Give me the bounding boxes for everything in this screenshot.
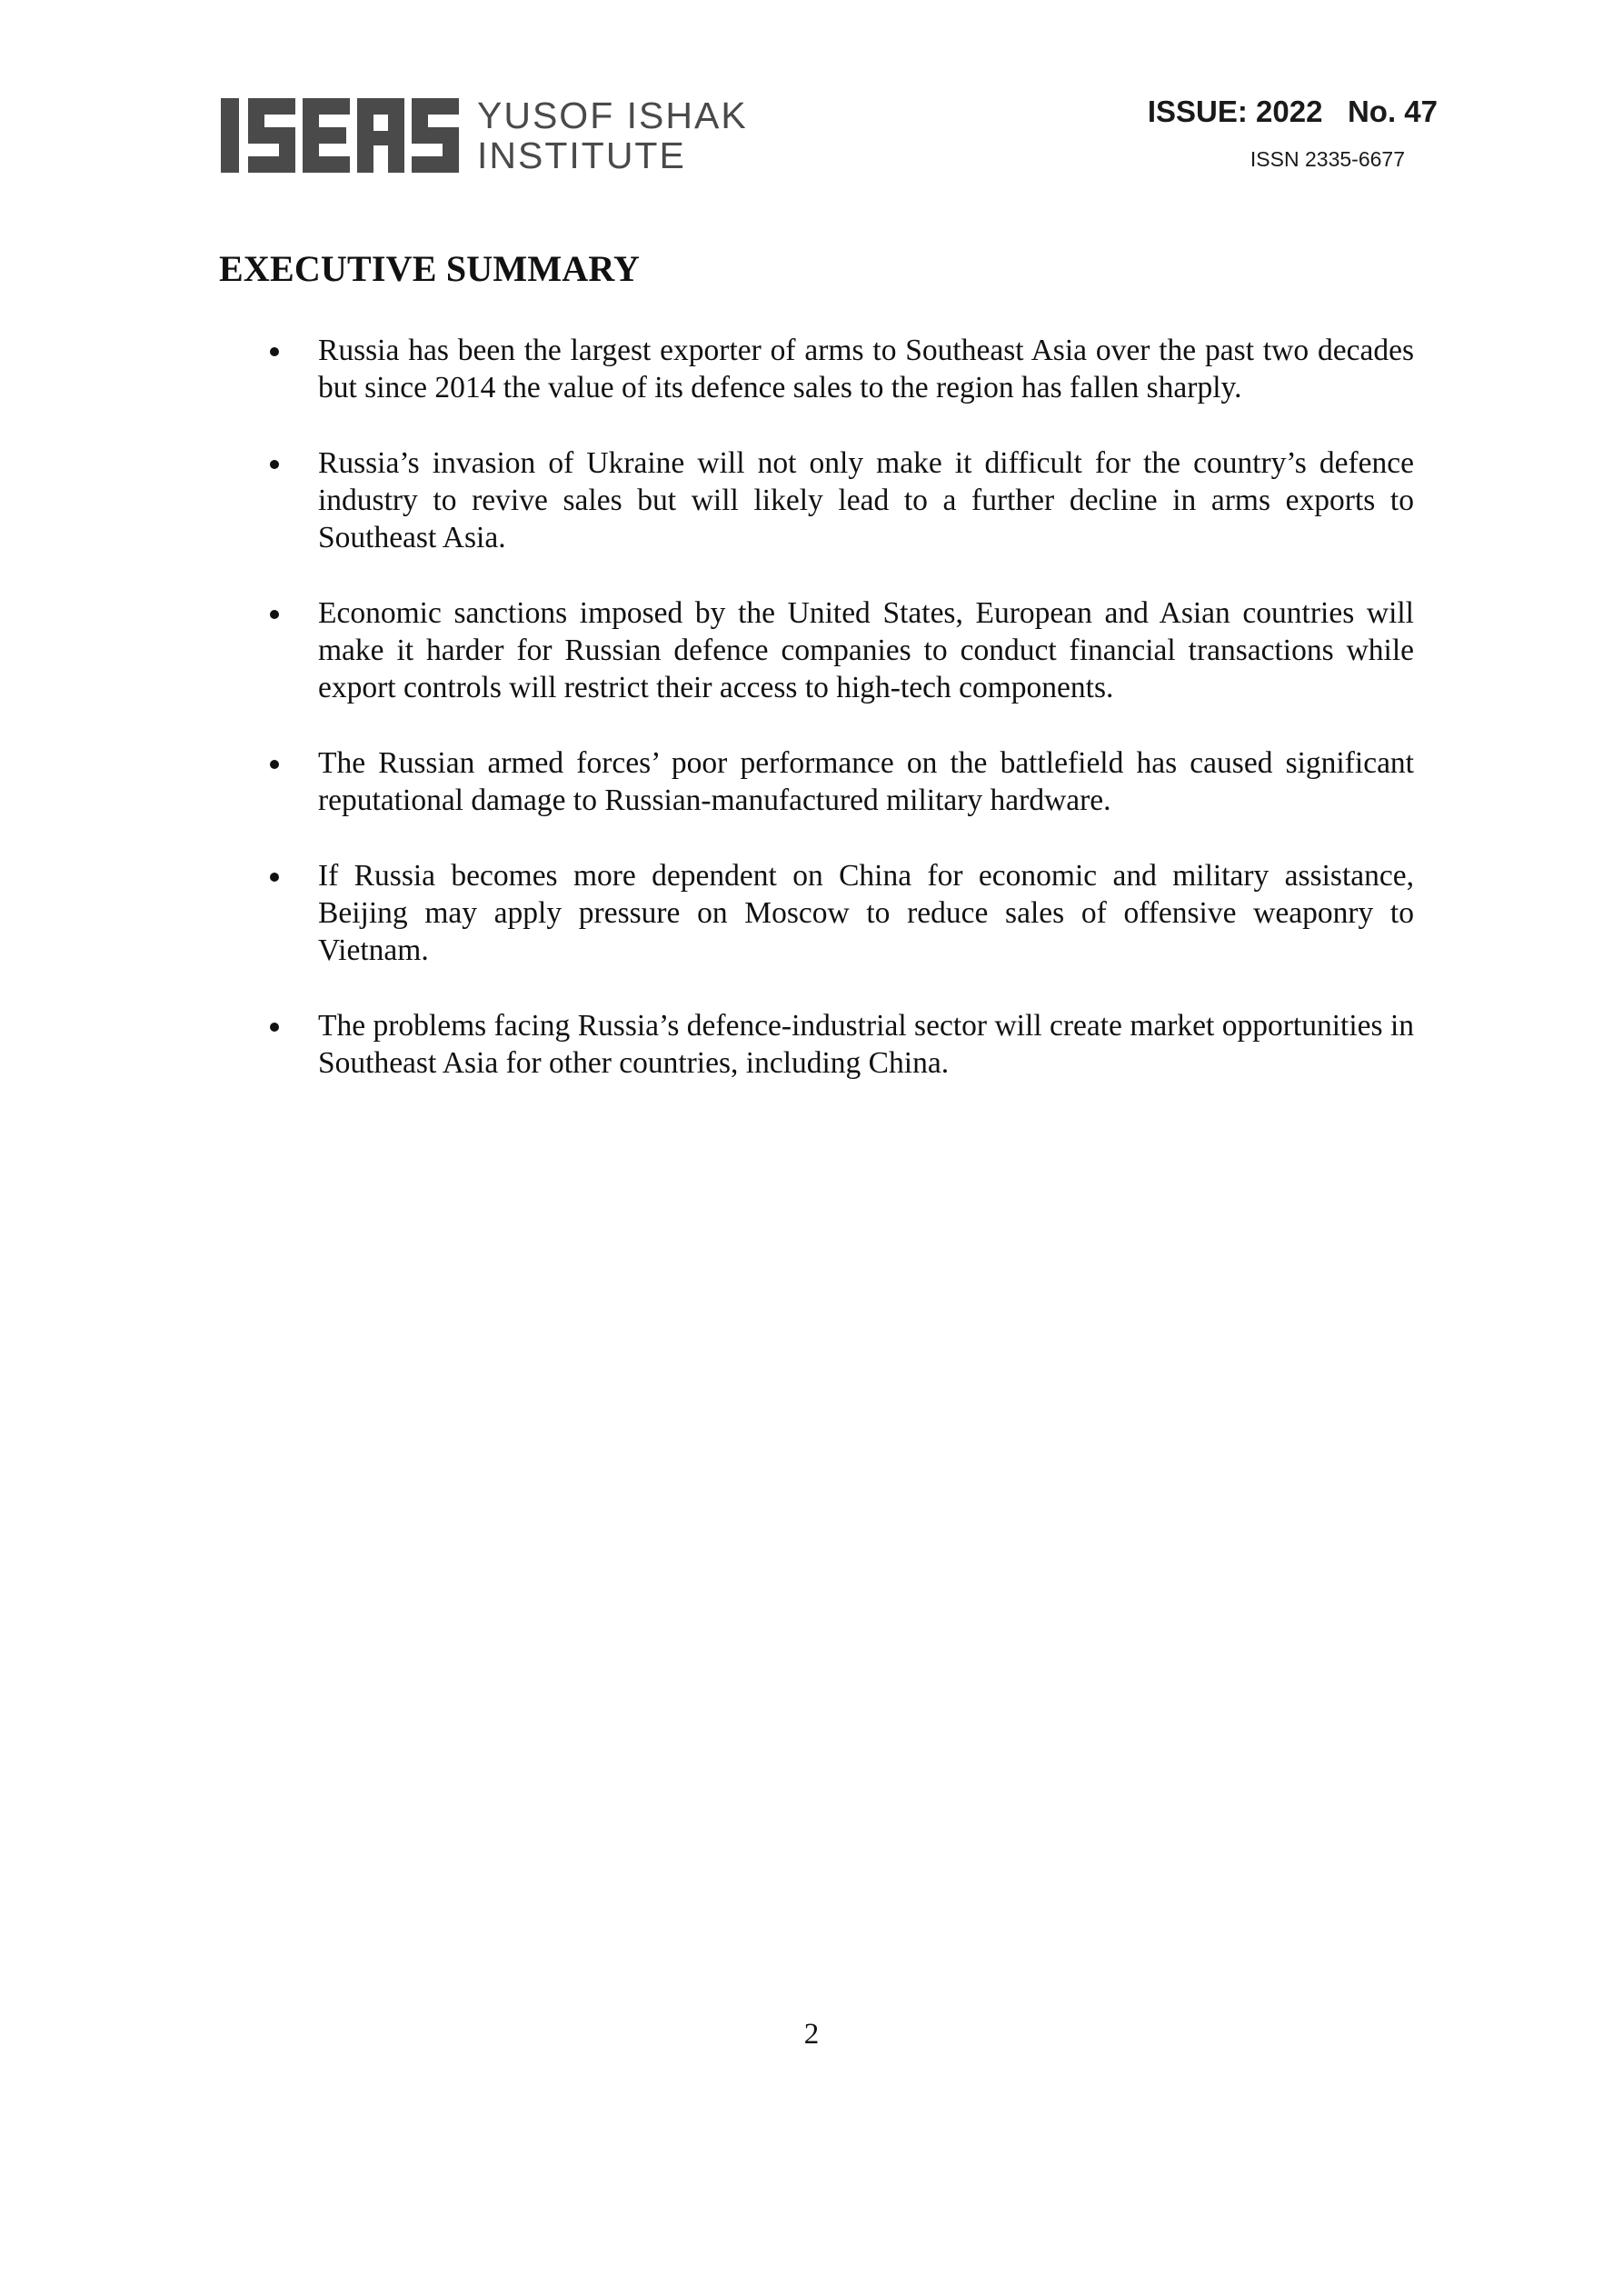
bullet-icon bbox=[270, 610, 279, 619]
iseas-logo bbox=[221, 95, 748, 176]
institute-name-line1: YUSOF ISHAK bbox=[477, 95, 748, 136]
issn-number: ISSN 2335-6677 bbox=[1250, 147, 1405, 171]
summary-item bbox=[267, 594, 1414, 706]
summary-item bbox=[267, 1007, 1414, 1082]
institute-name bbox=[477, 95, 748, 175]
page-number: 2 bbox=[803, 2018, 820, 2051]
bullet-icon bbox=[270, 760, 279, 769]
bullet-icon bbox=[270, 873, 279, 882]
summary-list bbox=[267, 332, 1414, 1120]
bullet-icon bbox=[270, 1023, 279, 1032]
issue-number: ISSUE: 2022 No. 47 bbox=[1147, 95, 1438, 128]
bullet-icon bbox=[270, 347, 279, 356]
summary-item-text: Russia has been the largest exporter of arms to Southeast Asia over the past two decades but since 2014 the value of its defence sales to the region has fallen sharply. bbox=[318, 334, 1414, 404]
summary-item-text: Economic sanctions imposed by the United States, European and Asian countries will make it harder for Russian defence companies to conduct financial transactions while export controls will restrict their access to high-tech components. bbox=[318, 596, 1414, 704]
summary-item-text: Russia’s invasion of Ukraine will not only make it difficult for the country’s defence industry to revive sales but will likely lead to a further decline in arms exports to Southeast Asia. bbox=[318, 446, 1414, 554]
summary-item bbox=[267, 744, 1414, 819]
bullet-icon bbox=[270, 460, 279, 469]
summary-item-text: The Russian armed forces’ poor performance on the battlefield has caused significant reputational damage to Russian-manufactured military hardware. bbox=[318, 746, 1414, 817]
institute-name-line2: INSTITUTE bbox=[477, 135, 686, 176]
section-title: EXECUTIVE SUMMARY bbox=[219, 248, 641, 289]
summary-item bbox=[267, 857, 1414, 969]
summary-item bbox=[267, 332, 1414, 406]
summary-item bbox=[267, 444, 1414, 556]
summary-item-text: The problems facing Russia’s defence-industrial sector will create market opportunities in Southeast Asia for other countries, including China. bbox=[318, 1009, 1414, 1080]
iseas-logo-mark bbox=[221, 98, 459, 173]
summary-item-text: If Russia becomes more dependent on China for economic and military assistance, Beijing may apply pressure on Moscow to reduce sales of offensive weaponry to Vietnam. bbox=[318, 859, 1414, 967]
